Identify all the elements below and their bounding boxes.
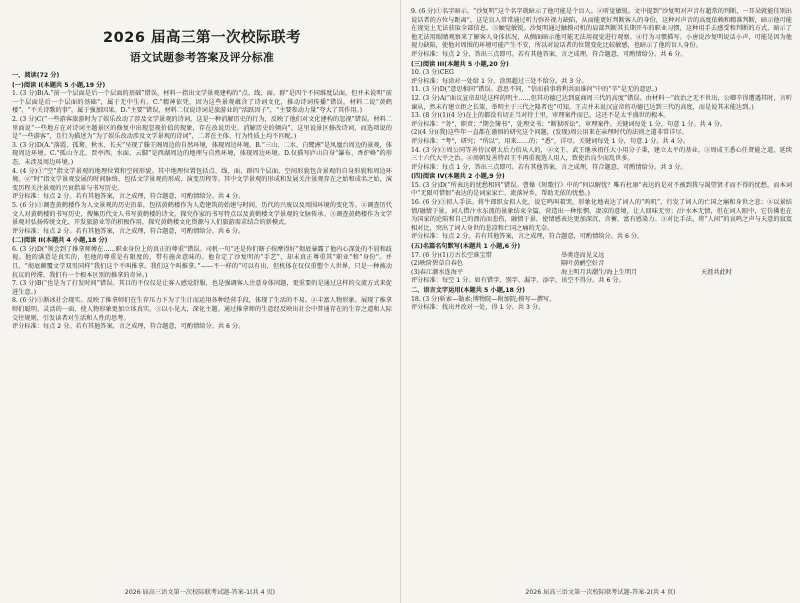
answer-item: 9. (6 分)①名字暗示。“沙复明”这个名字就暗示了他可能是个盲人。②听觉敏锐。文中提到“沙复明对声音有超常的判断，一耳朵就能佳别出说话者的方位与距离”，这是盲人常常通过听力弥补视力缺陷，从而能更好判断客人的身份，这种对声音的高度依赖和精准判断，暗示他可能在视觉上无法获取全部信息。③触觉敏锐。沙复明通过触摸司机的肩部判断其长期开车的职业习惯，这种用手去感受和判断的方式，暗示了他无法用眼睛观察来了解客人身体状况，从侧面暗示他可能无法用视觉进行观察。④行为习惯描写。小唐说沙复明说话小声，可能是因为他视力缺陷，使他对周围的环境可能产生不安，所以对说话者的位置变化比较敏感，也暗示了他的盲人身份。 — [411, 8, 792, 50]
section-heading: (三)阅读 III(本题共 5 小题,20 分) — [411, 60, 509, 68]
answer-item: 10. (3 分)CEG — [411, 69, 454, 77]
section-heading: 二、语言文字运用(本题共 5 小题,18 分) — [411, 287, 526, 294]
answer-item: 2. (3 分)C(“一些游客旅游时为了娱乐改动了涉及文学景观的诗词，这是一种消解历史的行为，反映了他们对文化建构的忽视”错误。材料二里面说“一些地方在对诗词主题景区的修复中出现忽视价值的现象，存在改说历史、消解历史的倾向”，这里说景区修改诗词，而选项说的是“一些游客”，且行为描述为“为了娱乐改动涉及文学景观的诗词”，二者在主体、行为性质上均不匹配。) — [12, 115, 392, 141]
answer-item: (2)(4 分)(我)这些年一直都在谨慎的研究这个问题，(发现)周公用来在亲理时代的法则之道非常详尽。 — [411, 129, 688, 137]
answer-item: 4. (4 分)①“空”指文学景观的地理位置和空间形貌。其中地理位置包括点、线、面、群四个层面，空间形貌包含景观的自身形貌和周边环境。②“时”指文学景观发展的时间脉络，包括文学景观的形成、演变历程等。其中文学景观的形成和发展关注景观存在之始和成名之始，演变历程关注景观的兴衰指革与书写历史。 — [12, 167, 392, 192]
answer-item: 1. (3 分)B(A.“前一个层面是后一个层面的基础”错误，材料一指出文学景观建构的“点、线、面、群”是四个不同维度层面，但并未说明“前一个层面是后一个层面的基础”，属于无中生有。C.“精神依凭，因为这些景观蕴含了诗词文化，推动诗词传播”错误，材料二说“黄鹤楼”、“不关诗歌的事”，属于强加因果。D.“主要”错误，材料二仅说诗词是旅游业的“活跃因子”，“主要参动力量”夸大了其作用。) — [12, 90, 392, 115]
scoring-standard: 评分标准：每点 2 分。若有其他答案，言之成理，符合题意，可酌情给分。共 4 分。 — [12, 193, 245, 201]
scoring-standard: 评分标准：每涂对一处给 1 分，涂黑超过三处不给分。共 3 分。 — [411, 77, 588, 85]
answer-item: 18. (3 分)斩索—勒索;博物院—附加院;摸写—撰写。 — [411, 295, 556, 303]
answer-item: 7. (3 分)B(“也是为了打发时间”错误。其目的不仅仅是让客人感觉舒服，也是强调客人注意身体问题，更重要的是通过这样的交流方式来促进生意。) — [12, 280, 392, 296]
scoring-standard: 评分标准：每点 1 分，答出三点即可。若有其他答案，言之成理，符合题意，可酌情给分。共 3 分。 — [411, 163, 687, 171]
answer-item: 13. (8 分)(1)(4 分)在上的都没有切正当对待土里，审理案件而已，这还不是太平盛世的根本。 — [411, 112, 670, 120]
answer-item: 12. (3 分)A(“面议宣帝却是这样的明主……但其功德已达到夏商周三代的高度”错误。由材料一“政治之无不世出，公卿辛得遭遇其时，言听谏从，然未有建立拒之长策，举明主于三代之隆者也”可知，王吉并未说汉宣帝的功德已达到三代的高度，而是说其未能达到。) — [411, 94, 792, 111]
scoring-standard: 评分标准：“考”，研究；“所以”，用来……的；“悉”，详尽。关键词每处 1 分，句意 1 分。共 4 分。 — [411, 137, 689, 145]
poem-phrase: 17. (6 分)(1)万古长空谁宝惜 — [411, 251, 492, 259]
section-heading: (一)阅读 I(本题共 5 小题,19 分) — [12, 81, 106, 89]
answer-item: 14. (3 分)①周公同等善待汉朝太后力倍从人的，②文王、武王继承祖任大小用分子秉，建立太平的基业。③周成王悉心任贤能之道，延续三十六代大平之治。④周朝发善特君王不再重视选人用人，致使治良少而乱世多。 — [411, 146, 792, 163]
answer-item: 8. (6 分)①渐冰社会现实。反映了推拿师们在生存压力下为了生计而运用各种经营手段，体现了生活的不易。②丰富人物形象。展现了推拿师们聪明、灵活的一面，使人物形象更加立体真实。③以小见大，深化主题。通过推拿师的生意经反映出社会中普通存在的生存之道和人际交往规则，引发读者对生活和人性的思考。 — [12, 297, 392, 322]
scoring-standard: 评分标准：“务”，职责；“期会簿书”，处理文书；“断狱听讼”，审理案件。关键词每处 1 分，句意 1 分。共 4 分。 — [411, 120, 727, 128]
answer-item: 6. (3 分)D(“领会到了推拿师傅在……职业身份上的真正的尊重”错误。司机一句“还是你们瞎子按摩得好”彻底暴露了他内心深处的不屑和歧视。他的满意是真实的，但他的尊重是有限度的，带有施舍意味的。他肯定了沙复明的“手艺”，却未真正尊重其“职业”和“身份”。并且，“彻底颠覆文学双男同样“我们这个不叫推拿。我们这个叫推拿。”——不一样的“可以有出，但机体在仅仅重塑个人世界，只是一种被动抗议的停滞，我们有一个根本区别的推拿的奇异。) — [12, 245, 392, 279]
poem-phrase: (3)春江潮水连海平 — [411, 268, 464, 276]
page-footer-right: 2026 届高三语文第一次校际联考试题-答案-2(共 4 页) — [525, 589, 676, 596]
left-answer-list — [12, 72, 392, 332]
poem-line — [411, 260, 792, 269]
poem-phrase: 举类迩而见义远 — [561, 251, 605, 259]
poem-line — [411, 252, 792, 261]
scoring-standard: 评分标准：每空 1 分。如有错字、别字、漏字、添字，该空不得分。共 6 分。 — [411, 277, 625, 285]
section-heading: (四)阅读 IV(本题共 2 小题,9 分) — [411, 173, 505, 181]
answer-item: 3. (3 分)D(A.“落霞、孤鹜、秋水、长天”呈现了滕王阁周边的自然环境，体现周边环境。B.“三山、二水、白鹭洲”是凤凰台周边的景观，体现周边环境。C.“孤山寺北、贾亭西、水面、云脚”是西湖周边的地理与自然环境，体现周边环境。D.仅描写庐山自身“瀑布、香炉峰”的形态，未涉及周边环境。) — [12, 141, 392, 166]
page-footer-left: 2026 届高三语文第一次校际联考试题-答案-1(共 4 页) — [124, 589, 276, 596]
right-content — [401, 0, 800, 313]
answer-item: 11. (3 分)D(“意思相同”错误。意思不同，“信而前事将利共而谁何”中的“辛”是无的意思。) — [411, 86, 658, 94]
poem-phrase: (2)映阶碧草自春色 — [411, 260, 464, 268]
exam-subtitle: 语文试题参考答案及评分标准 — [129, 51, 275, 64]
scoring-standard: 评分标准：每点 2 分，答出三点即可。若有其他答案，言之成理，符合题意，可酌情给分。共 6 分。 — [411, 50, 687, 58]
exam-title: 2026 届高三第一次校际联考 — [103, 30, 301, 46]
answer-item: 16. (6 分)①拟人手法。将牛郎织女拟人化，说它鸣叫着哭，形象化地表达了词人的“呜叽”，行发了词人的亡国之痛和身世之悲；②以景结情/融情于景。词人借汴水东流的景象结束全篇，营造出一种怅惘、凄凉的意境，让人回味无穷；/汴水本无情，但在词人眼中，它仿佛也在为国家的沦陷和自己的漂泊而悲伤，融情于景，使情感表达更加深沉、含蓄，富有感染力。③对比手法。将“人间”的哀鸣之声与天意的寂寞相对比，突出了词人身世的悲凉和亡国之痛的无奈。 — [411, 199, 792, 232]
section-heading: 一、阅读(72 分) — [12, 72, 60, 79]
poem-phrase: 海上明月共潮生/海上生明月 — [561, 268, 638, 276]
poem-phrase: 隔叶黄鹂空好音 — [561, 260, 605, 268]
scoring-standard: 评分标准：找出并改对一处，得 1 分。共 3 分。 — [411, 304, 545, 312]
answer-item: 5. (6 分)①调查黄鹤楼作为人文景观的历史沿革，包括黄鹤楼作为人造建筑的始建与时间，历代的兴废以及周围环境的变化等。②调查历代文人对黄鹤楼的书写历史，搜集历代文人书写黄鹤楼的诗文，探究作家的书写特点以及黄鹤楼文学景观的文脉传承。③调查黄鹤楼作为文学景观对弘扬传统文化、开发旅游业等的积极作用，探究黄鹤楼文化资源与人们旅游需求结合的新模式。 — [12, 201, 392, 227]
section-heading: (五)名篇名句默写(本题共 1 小题,6 分) — [411, 243, 521, 251]
section-heading: (二)阅读 II(本题共 4 小题,18 分) — [12, 237, 108, 245]
left-content — [0, 0, 400, 332]
scoring-standard: 评分标准：每点 2 分。若有其他答案，言之成理，符合题意，可酌情给分。共 6 分。 — [12, 227, 245, 235]
right-answer-list — [411, 8, 792, 313]
scoring-standard: 评分标准：每点 2 分。若有其他答案，言之成理，符合题意，可酌情给分。共 6 分。 — [411, 233, 644, 241]
answer-item: 15. (3 分)D(“所表达的忧愁相同”错误。曹操《短歌行》中的“何以解忧？唯有杜康”表达的是对不被到我与渴望贤才而不得的忧愁，而本词中“无限可惜恨”表达的是词家家亡、流落异乡，帮助无依的忧愁。) — [411, 181, 792, 198]
answer-page-right — [400, 0, 800, 603]
poem-phrase: 天涯共此时 — [701, 268, 732, 276]
scoring-standard: 评分标准：每点 2 分。若有其他答案，言之成理，符合题意，可酌情给分。共 6 分。 — [12, 323, 245, 331]
